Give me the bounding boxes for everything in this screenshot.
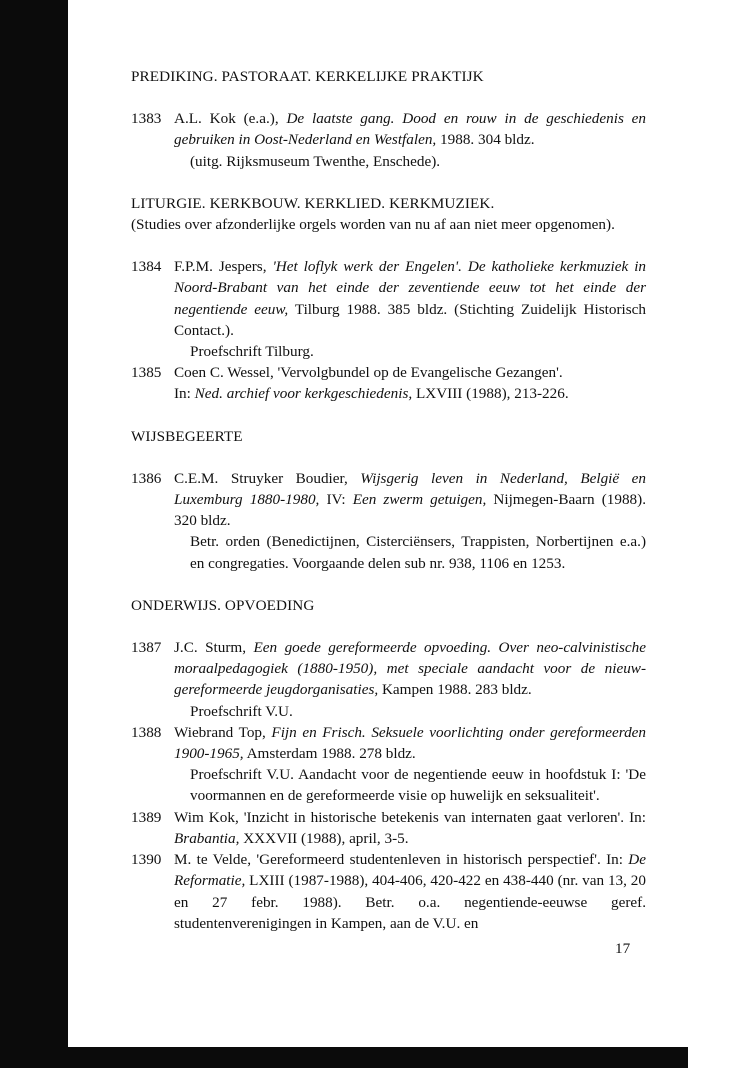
scan-border-left <box>0 0 68 1068</box>
entry-number: 1386 <box>131 469 162 487</box>
entry-note: Proefschrift V.U. Aandacht voor de negentiende eeuw in hoofdstuk I: 'De voormannen en de gereformeerde visie op huwelijk en seksualiteit'. <box>190 766 646 805</box>
section-heading: PREDIKING. PASTORAAT. KERKELIJKE PRAKTIJK <box>131 68 484 85</box>
entry-details: XXXVII (1988), april, 3-5. <box>243 829 409 847</box>
entry-publication: 1988. 304 bldz. <box>440 131 535 149</box>
entry-1387 <box>131 637 646 722</box>
entry-author: C.E.M. Struyker Boudier, <box>174 469 348 487</box>
entry-details: LXVIII (1988), 213-226. <box>415 385 569 403</box>
entry-note: (uitg. Rijksmuseum Twenthe, Enschede). <box>190 152 441 170</box>
entry-number: 1385 <box>131 364 162 382</box>
entry-number: 1388 <box>131 723 162 741</box>
section-heading: WIJSBEGEERTE <box>131 427 243 445</box>
entry-1385 <box>131 362 646 404</box>
entry-subtitle: Een zwerm getuigen, <box>352 491 487 509</box>
entry-title: Een goede gereformeerde opvoeding. Over neo-calvinistische moraalpedagogiek (1880-1950), met speciale aandacht voor de nieuw-gereformeerde jeugdorganisaties, <box>174 639 647 699</box>
entry-number: 1384 <box>131 258 162 276</box>
entry-title: Fijn en Frisch. Seksuele voorlichting onder gereformeerden 1900-1965, <box>174 723 646 763</box>
entry-author: Wiebrand Top, <box>174 723 266 741</box>
entry-journal: Ned. archief voor kerkgeschiedenis, <box>194 385 413 403</box>
entry-publication: Kampen 1988. 283 bldz. <box>381 681 532 699</box>
entry-author: A.L. Kok (e.a.), <box>174 110 279 128</box>
entry-publication: Nijmegen-Baarn (1988). 320 bldz. <box>174 491 646 530</box>
entry-number: 1390 <box>131 851 162 869</box>
entry-title: Wijsgerig leven in Nederland, België en Luxemburg 1880-1980, <box>174 469 646 509</box>
entry-1384 <box>131 256 646 362</box>
entry-author: F.P.M. Jespers, <box>174 258 267 276</box>
entry-note: Proefschrift Tilburg. <box>190 343 314 361</box>
entry-title: De laatste gang. Dood en rouw in de geschiedenis en gebruiken in Oost-Nederland en Westfalen, <box>174 110 647 149</box>
entry-1390 <box>131 849 646 934</box>
entry-publication: Tilburg 1988. 385 bldz. (Stichting Zuidelijk Historisch Contact.). <box>174 300 646 339</box>
scan-border-bottom <box>0 1047 688 1068</box>
entry-journal: Brabantia, <box>174 829 240 847</box>
entry-note: Proefschrift V.U. <box>190 702 293 720</box>
section-heading: ONDERWIJS. OPVOEDING <box>131 596 315 614</box>
entry-number: 1387 <box>131 639 162 657</box>
section-heading: LITURGIE. KERKBOUW. KERKLIED. KERKMUZIEK. <box>131 194 495 212</box>
entry-text: Wim Kok, 'Inzicht in historische betekenis van internaten gaat verloren'. In: <box>174 808 646 826</box>
entry-details: LXIII (1987-1988), 404-406, 420-422 en 438-440 (nr. van 13, 20 en 27 febr. 1988). Betr. o.a. negentiende-eeuwse geref. studentenverenigingen in Kampen, aan de V.U. en <box>174 872 646 932</box>
entry-text: M. te Velde, 'Gereformeerd studentenleven in historisch perspectief'. In: <box>174 851 623 869</box>
entry-text: Coen C. Wessel, 'Vervolgbundel op de Evangelische Gezangen'. <box>174 364 563 382</box>
entry-in: In: <box>174 385 191 403</box>
entry-1389 <box>131 807 646 849</box>
entry-1386 <box>131 468 646 574</box>
entry-title: 'Het loflyk werk der Engelen'. De katholieke kerkmuziek in Noord-Brabant van het einde der zeventiende eeuw tot het einde der negentiende eeuw, <box>174 258 647 318</box>
entry-number: 1383 <box>131 110 162 128</box>
entry-note: Betr. orden (Benedictijnen, Cisterciënsers, Trappisten, Norbertijnen e.a.) en congregaties. Voorgaande delen sub nr. 938, 1106 en 1253. <box>190 533 646 572</box>
entry-author: J.C. Sturm, <box>174 639 247 657</box>
page-number: 17 <box>615 940 631 957</box>
entry-journal: De Reformatie, <box>174 851 647 890</box>
entry-volume: IV: <box>326 491 346 509</box>
page-content <box>131 66 646 934</box>
section-note: (Studies over afzonderlijke orgels worden van nu af aan niet meer opgenomen). <box>131 216 615 234</box>
entry-publication: Amsterdam 1988. 278 bldz. <box>246 745 416 763</box>
entry-number: 1389 <box>131 808 162 826</box>
entry-1388 <box>131 722 646 807</box>
entry-1383 <box>131 108 646 172</box>
